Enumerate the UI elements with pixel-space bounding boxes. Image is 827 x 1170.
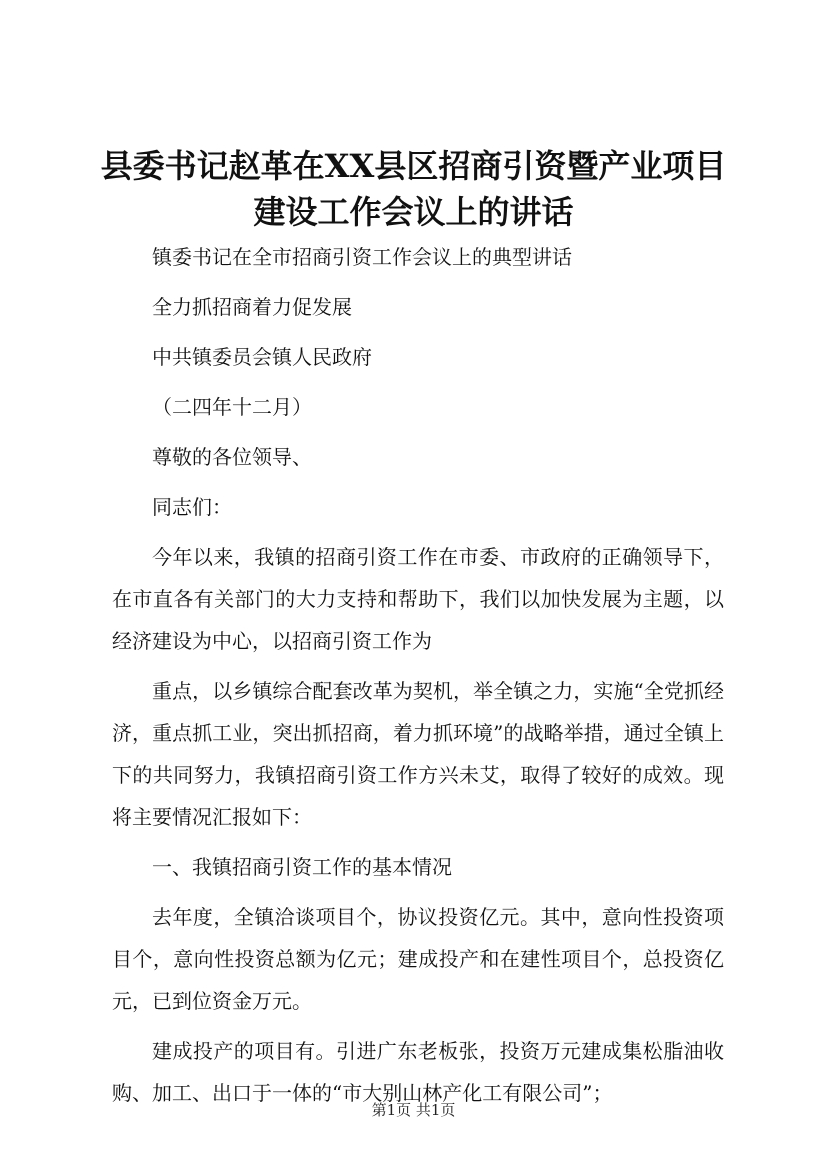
document-title-line-2: 建设工作会议上的讲话	[253, 193, 574, 231]
paragraph-last-year: 去年度，全镇洽谈项目个，协议投资亿元。其中，意向性投资项目个，意向性投资总额为亿元；建成投产和在建性项目个，总投资亿元，已到位资金万元。	[112, 905, 724, 1013]
section-heading: 一、我镇招商引资工作的基本情况	[152, 855, 452, 879]
paragraph-focus: 重点，以乡镇综合配套改革为契机，举全镇之力，实施“全党抓经济，重点抓工业，突出抓招商，着力抓环境”的战略举措，通过全镇上下的共同努力，我镇招商引资工作方兴未艾，取得了较好的成效。现将主要情况汇报如下：	[112, 679, 724, 829]
page-footer: 第1页 共1页	[371, 1101, 456, 1119]
paragraph-salutation-2: 同志们：	[152, 495, 232, 519]
paragraph-projects: 建成投产的项目有。引进广东老板张，投资万元建成集松脂油收购、加工、出口于一体的“市大别山林产化工有限公司”；	[112, 1039, 724, 1105]
paragraph-salutation: 尊敬的各位领导、	[152, 445, 312, 469]
paragraph-subtitle: 镇委书记在全市招商引资工作会议上的典型讲话	[152, 245, 572, 269]
document-body	[112, 236, 724, 1122]
document-title-line-1: 县委书记赵革在XX县区招商引资暨产业项目	[100, 147, 727, 185]
paragraph-organization: 中共镇委员会镇人民政府	[152, 345, 372, 369]
paragraph-slogan: 全力抓招商着力促发展	[152, 295, 352, 319]
paragraph-intro: 今年以来，我镇的招商引资工作在市委、市政府的正确领导下，在市直各有关部门的大力支持和帮助下，我们以加快发展为主题，以经济建设为中心，以招商引资工作为	[112, 545, 724, 653]
paragraph-date: （二四年十二月）	[152, 395, 312, 419]
